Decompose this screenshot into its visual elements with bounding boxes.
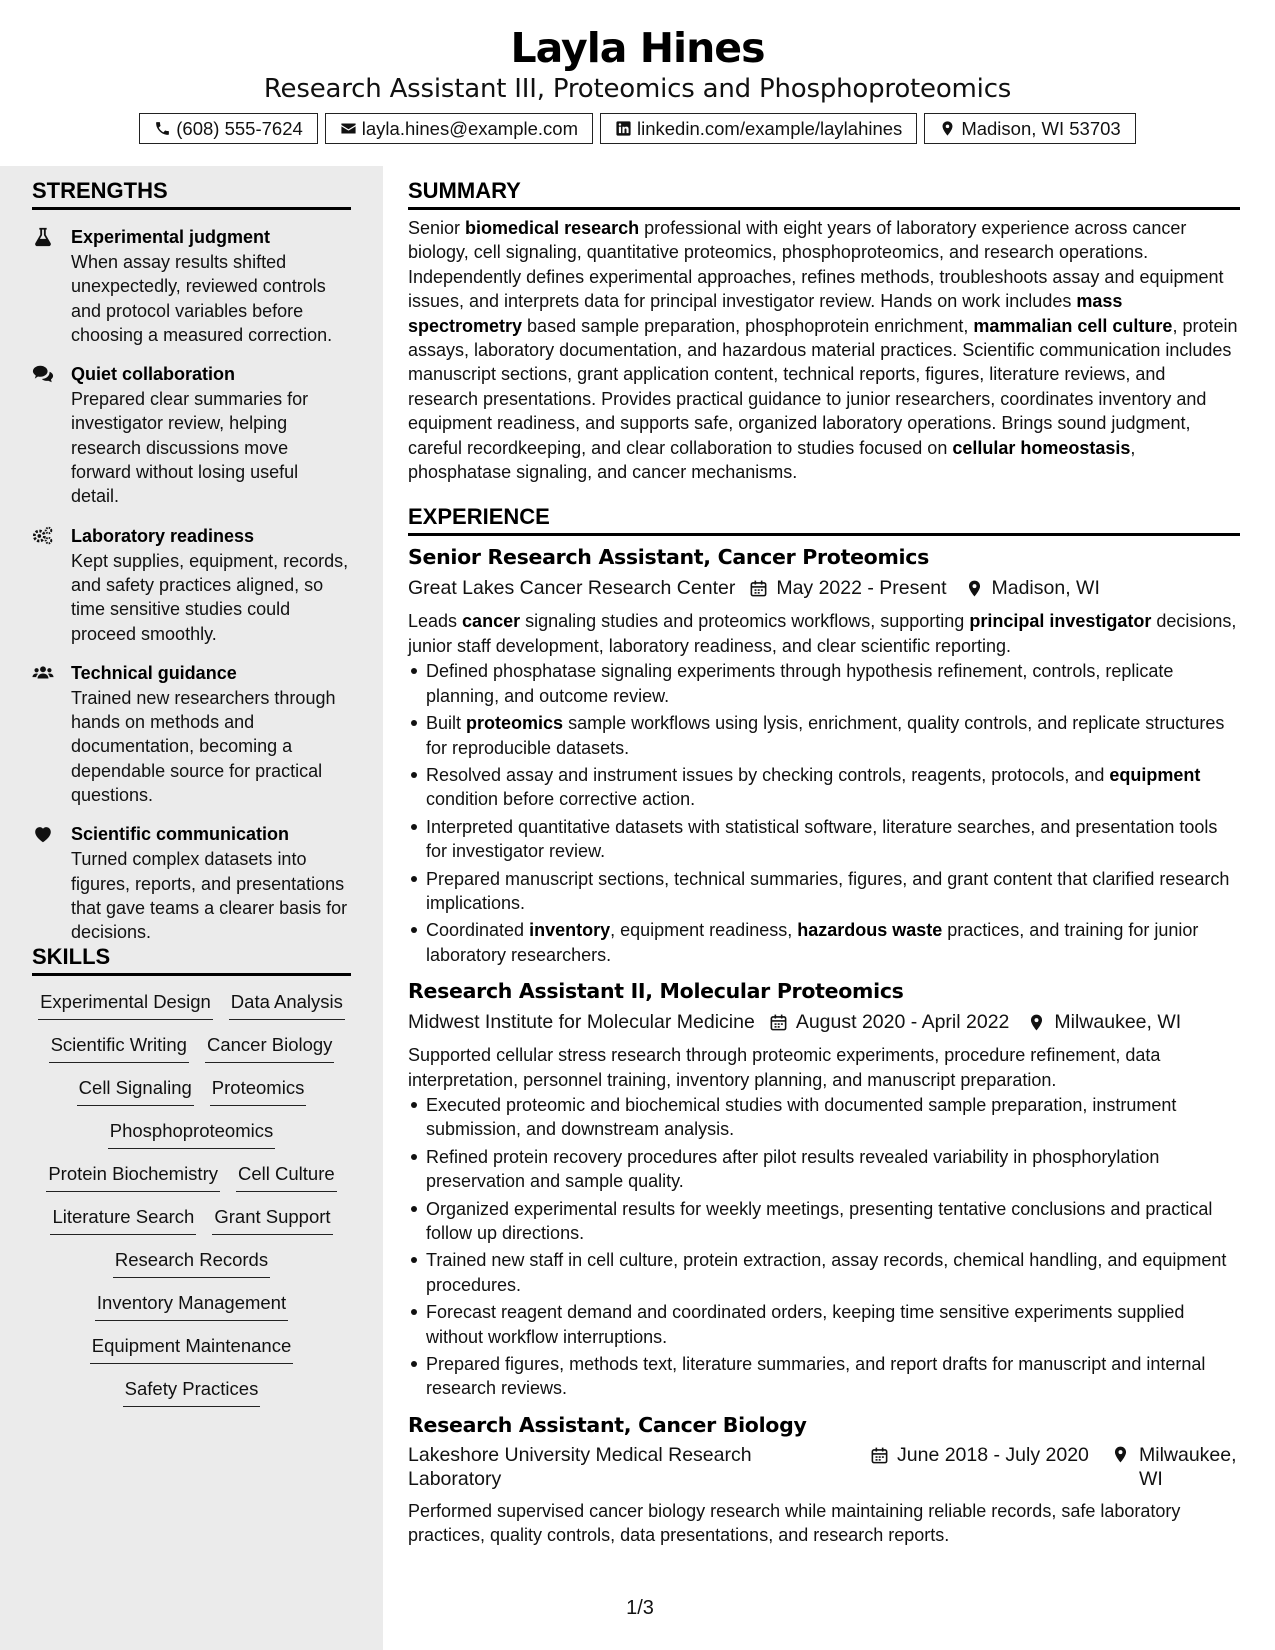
page-number: 1/3 bbox=[626, 1597, 654, 1619]
skill-tag: Data Analysis bbox=[229, 988, 345, 1020]
strengths-heading: STRENGTHS bbox=[32, 174, 351, 210]
job-org: Lakeshore University Medical Research Laboratory bbox=[408, 1443, 752, 1491]
job-title: Senior Research Assistant, Cancer Proteomics bbox=[408, 545, 930, 570]
chat-bubbles-icon bbox=[32, 363, 54, 385]
job-entry bbox=[408, 1410, 1240, 1548]
skill-tag: Proteomics bbox=[210, 1074, 307, 1106]
heart-icon bbox=[32, 823, 54, 845]
strength-title: Scientific communication bbox=[71, 824, 290, 845]
job-title: Research Assistant, Cancer Biology bbox=[408, 1412, 807, 1437]
skill-tag: Cancer Biology bbox=[205, 1031, 334, 1063]
location-text: Milwaukee, WI bbox=[1054, 1011, 1182, 1034]
strength-desc: When assay results shifted unexpectedly, reviewed controls and protocol variables before choosing a measured correction. bbox=[71, 252, 333, 345]
calendar-icon bbox=[749, 579, 768, 598]
strengths-section bbox=[32, 174, 351, 945]
contact-bar bbox=[0, 113, 1275, 144]
skill-tag: Literature Search bbox=[50, 1203, 196, 1235]
resume-header bbox=[0, 0, 1275, 166]
strength-desc: Kept supplies, equipment, records, and safety practices aligned, so time sensitive studies could proceed smoothly. bbox=[71, 550, 349, 644]
job-org: Midwest Institute for Molecular Medicine bbox=[408, 1011, 755, 1034]
skill-tag: Protein Biochemistry bbox=[46, 1160, 220, 1192]
candidate-name: Layla Hines bbox=[510, 24, 765, 72]
map-pin-icon bbox=[939, 120, 956, 137]
location-text: Madison, WI 53703 bbox=[961, 117, 1121, 139]
strength-desc: Trained new researchers through hands on methods and documentation, becoming a dependable source for practical questions. bbox=[71, 687, 336, 806]
job-meta bbox=[408, 1007, 1240, 1037]
bullet-item: Forecast reagent demand and coordinated orders, keeping time sensitive experiments supplied without workflow interruptions. bbox=[426, 1300, 1240, 1349]
sidebar bbox=[0, 166, 383, 1650]
job-location bbox=[1111, 1443, 1241, 1492]
envelope-icon bbox=[340, 120, 357, 137]
bullet-item: Prepared manuscript sections, technical summaries, figures, and grant content that clarified research implications. bbox=[426, 867, 1240, 916]
location-text: Milwaukee, WI bbox=[1139, 1443, 1237, 1491]
job-dates bbox=[769, 1007, 1010, 1037]
linkedin-icon bbox=[615, 120, 632, 137]
job-dates bbox=[749, 573, 946, 603]
map-pin-icon bbox=[965, 579, 984, 598]
main-column bbox=[408, 166, 1240, 1548]
skill-tag: Inventory Management bbox=[95, 1289, 288, 1321]
skills-list bbox=[32, 988, 351, 1407]
job-org: Great Lakes Cancer Research Center bbox=[408, 577, 736, 600]
skill-tag: Phosphoproteomics bbox=[108, 1117, 276, 1149]
contact-linkedin[interactable] bbox=[600, 113, 917, 144]
map-pin-icon bbox=[1111, 1445, 1130, 1464]
bullet-item: Defined phosphatase signaling experiments through hypothesis refinement, controls, replicate planning, and outcome review. bbox=[426, 659, 1240, 708]
strength-desc: Turned complex datasets into figures, reports, and presentations that gave teams a clearer basis for decisions. bbox=[71, 849, 348, 943]
contact-phone[interactable] bbox=[139, 113, 318, 144]
bullet-item: Interpreted quantitative datasets with statistical software, literature searches, and presentation tools for investigator review. bbox=[426, 815, 1240, 864]
job-intro: Supported cellular stress research through proteomic experiments, procedure refinement, data interpretation, personnel training, inventory planning, and manuscript preparation. bbox=[408, 1045, 1161, 1090]
calendar-icon bbox=[769, 1013, 788, 1032]
skills-section bbox=[32, 940, 351, 1407]
experience-heading: EXPERIENCE bbox=[408, 500, 1240, 536]
dates-text: June 2018 - July 2020 bbox=[897, 1443, 1089, 1466]
strength-desc: Prepared clear summaries for investigator review, helping research discussions move forward without losing useful detail. bbox=[71, 389, 309, 507]
strength-item bbox=[32, 660, 351, 807]
strength-item bbox=[32, 224, 351, 347]
skill-tag: Cell Culture bbox=[236, 1160, 337, 1192]
job-bullets bbox=[408, 659, 1240, 967]
job-intro: Leads cancer signaling studies and proteomics workflows, supporting principal investigator decisions, junior staff development, laboratory readiness, and clear scientific reporting. bbox=[408, 611, 1237, 656]
flask-icon bbox=[32, 226, 54, 248]
strength-title: Laboratory readiness bbox=[71, 525, 255, 546]
gears-icon bbox=[32, 525, 54, 547]
strength-title: Technical guidance bbox=[71, 662, 237, 683]
bullet-item: Refined protein recovery procedures after pilot results revealed variability in phosphorylation preservation and sample quality. bbox=[426, 1145, 1240, 1194]
bullet-item: Trained new staff in cell culture, protein extraction, assay records, chemical handling, and equipment procedures. bbox=[426, 1248, 1240, 1297]
bullet-item: Prepared figures, methods text, literature summaries, and report drafts for manuscript and internal research reviews. bbox=[426, 1352, 1240, 1401]
skill-tag: Research Records bbox=[113, 1246, 270, 1278]
skill-tag: Equipment Maintenance bbox=[90, 1332, 294, 1364]
contact-email[interactable] bbox=[325, 113, 593, 144]
skill-tag: Cell Signaling bbox=[77, 1074, 194, 1106]
contact-location[interactable] bbox=[924, 113, 1135, 144]
phone-icon bbox=[154, 120, 171, 137]
job-bullets bbox=[408, 1093, 1240, 1401]
job-location bbox=[965, 573, 1100, 603]
job-entry bbox=[408, 976, 1240, 1401]
strength-item bbox=[32, 361, 351, 508]
users-icon bbox=[32, 662, 54, 684]
strength-title: Experimental judgment bbox=[71, 227, 271, 247]
skill-tag: Grant Support bbox=[212, 1203, 332, 1235]
location-text: Madison, WI bbox=[991, 577, 1100, 600]
email-text: layla.hines@example.com bbox=[361, 117, 578, 139]
summary-text: Senior biomedical research professional with eight years of laboratory experience across cancer biology, cell signaling, quantitative proteomics, phosphoproteomics, and research operations. Independently defines experimental approaches, refines methods, troubleshoots assay and equipment issues, and interprets data for principal investigator review. Hands on work includes mass spectrometry based sample preparation, phosphoprotein enrichment, mammalian cell culture, protein assays, laboratory documentation, and hazardous material practices. Scientific communication includes manuscript sections, grant application content, technical reports, figures, literature reviews, and research presentations. Provides practical guidance to junior researchers, coordinates inventory and equipment readiness, and supports safe, organized laboratory operations. Brings sound judgment, careful recordkeeping, and clear collaboration to studies focused on cellular homeostasis, phosphatase signaling, and cancer mechanisms. bbox=[408, 218, 1238, 483]
candidate-title: Research Assistant III, Proteomics and Phosphoproteomics bbox=[263, 74, 1012, 104]
job-meta bbox=[408, 573, 1240, 603]
strength-item bbox=[32, 821, 351, 944]
skills-heading: SKILLS bbox=[32, 940, 351, 976]
job-dates bbox=[870, 1443, 1089, 1467]
bullet-item: Organized experimental results for weekly meetings, presenting tentative conclusions and practical follow up directions. bbox=[426, 1197, 1240, 1246]
phone-text: (608) 555-7624 bbox=[176, 117, 303, 139]
summary-heading: SUMMARY bbox=[408, 174, 1240, 210]
bullet-item: Executed proteomic and biochemical studies with documented sample preparation, instrument submission, and downstream analysis. bbox=[426, 1093, 1240, 1142]
bullet-item: Coordinated inventory, equipment readiness, hazardous waste practices, and training for junior laboratory researchers. bbox=[426, 918, 1240, 967]
experience-section bbox=[408, 500, 1240, 1547]
job-intro: Performed supervised cancer biology research while maintaining reliable records, safe laboratory practices, quality controls, data presentations, and research reports. bbox=[408, 1500, 1181, 1546]
job-title: Research Assistant II, Molecular Proteomics bbox=[408, 979, 904, 1004]
skill-tag: Safety Practices bbox=[123, 1375, 261, 1407]
job-location bbox=[1027, 1007, 1181, 1037]
strength-title: Quiet collaboration bbox=[71, 364, 236, 385]
bullet-item: Resolved assay and instrument issues by checking controls, reagents, protocols, and equipment condition before corrective action. bbox=[426, 763, 1240, 812]
map-pin-icon bbox=[1027, 1013, 1046, 1032]
job-meta bbox=[408, 1443, 1240, 1493]
calendar-icon bbox=[870, 1446, 889, 1465]
strength-item bbox=[32, 523, 351, 646]
skill-tag: Scientific Writing bbox=[49, 1031, 189, 1063]
summary-section bbox=[408, 174, 1240, 484]
linkedin-text: linkedin.com/example/laylahines bbox=[637, 117, 903, 139]
skill-tag: Experimental Design bbox=[38, 988, 213, 1020]
job-entry bbox=[408, 542, 1240, 967]
dates-text: May 2022 - Present bbox=[776, 577, 947, 600]
dates-text: August 2020 - April 2022 bbox=[795, 1011, 1010, 1034]
bullet-item: Built proteomics sample workflows using lysis, enrichment, quality controls, and replicate structures for reproducible datasets. bbox=[426, 711, 1240, 760]
